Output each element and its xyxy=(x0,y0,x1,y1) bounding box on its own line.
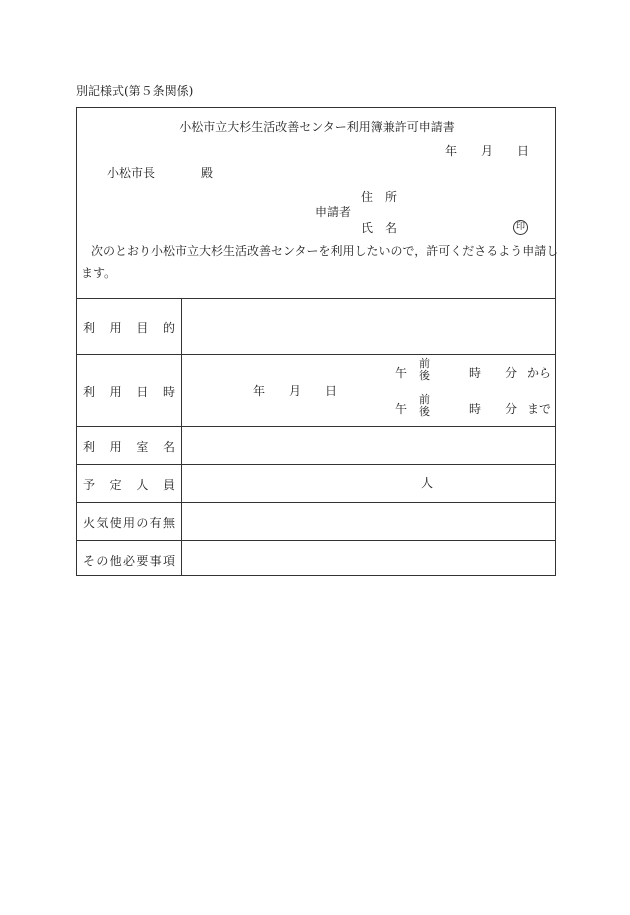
table-top-border xyxy=(77,298,555,299)
start-ampm-kanji: 午 xyxy=(395,366,408,380)
row-divider xyxy=(77,502,555,503)
use-date-year: 年 xyxy=(253,384,266,398)
row-divider xyxy=(77,426,555,427)
other-items-label: そ の 他 必 要 事 項 xyxy=(83,554,175,568)
row-divider xyxy=(77,540,555,541)
date-year: 年 xyxy=(445,144,458,158)
use-date-day: 日 xyxy=(325,384,338,398)
end-ampm-choice: 前 後 xyxy=(419,393,430,418)
end-hour: 時 xyxy=(469,402,482,416)
people-label: 予 定 人 員 xyxy=(83,478,175,492)
addressee-honorific: 殿 xyxy=(201,166,214,180)
use-date-month: 月 xyxy=(289,384,302,398)
form-reference: 別記様式(第５条関係) xyxy=(76,84,194,98)
date-day: 日 xyxy=(517,144,530,158)
datetime-label: 利 用 日 時 xyxy=(83,385,175,399)
label-column-divider xyxy=(181,298,182,575)
applicant-label: 申請者 xyxy=(315,205,352,219)
form-title: 小松市立大杉生活改善センター利用簿兼許可申請書 xyxy=(179,120,455,134)
row-divider xyxy=(77,354,555,355)
start-hour: 時 xyxy=(469,366,482,380)
addressee-name: 小松市長 xyxy=(107,166,156,180)
address-label: 住 所 xyxy=(361,190,398,204)
end-minute: 分 xyxy=(505,402,518,416)
room-label: 利 用 室 名 xyxy=(83,440,175,454)
application-form xyxy=(76,107,559,576)
body-text-line1: 次のとおり小松市立大杉生活改善センターを利用したいので，許可くださるよう申請し xyxy=(91,244,559,258)
row-divider xyxy=(77,464,555,465)
date-month: 月 xyxy=(481,144,494,158)
fire-use-label: 火 気 使 用 の 有 無 xyxy=(83,516,175,530)
purpose-label: 利 用 目 的 xyxy=(83,321,175,335)
start-ampm-choice: 前 後 xyxy=(419,357,430,382)
body-text-line2: ます。 xyxy=(81,266,117,280)
name-label: 氏 名 xyxy=(361,221,398,235)
seal-mark: 印 xyxy=(513,220,528,235)
start-minute: 分 xyxy=(505,366,518,380)
end-until: まで xyxy=(527,402,552,416)
people-unit: 人 xyxy=(421,476,434,490)
start-from: から xyxy=(527,366,552,380)
end-ampm-kanji: 午 xyxy=(395,402,408,416)
